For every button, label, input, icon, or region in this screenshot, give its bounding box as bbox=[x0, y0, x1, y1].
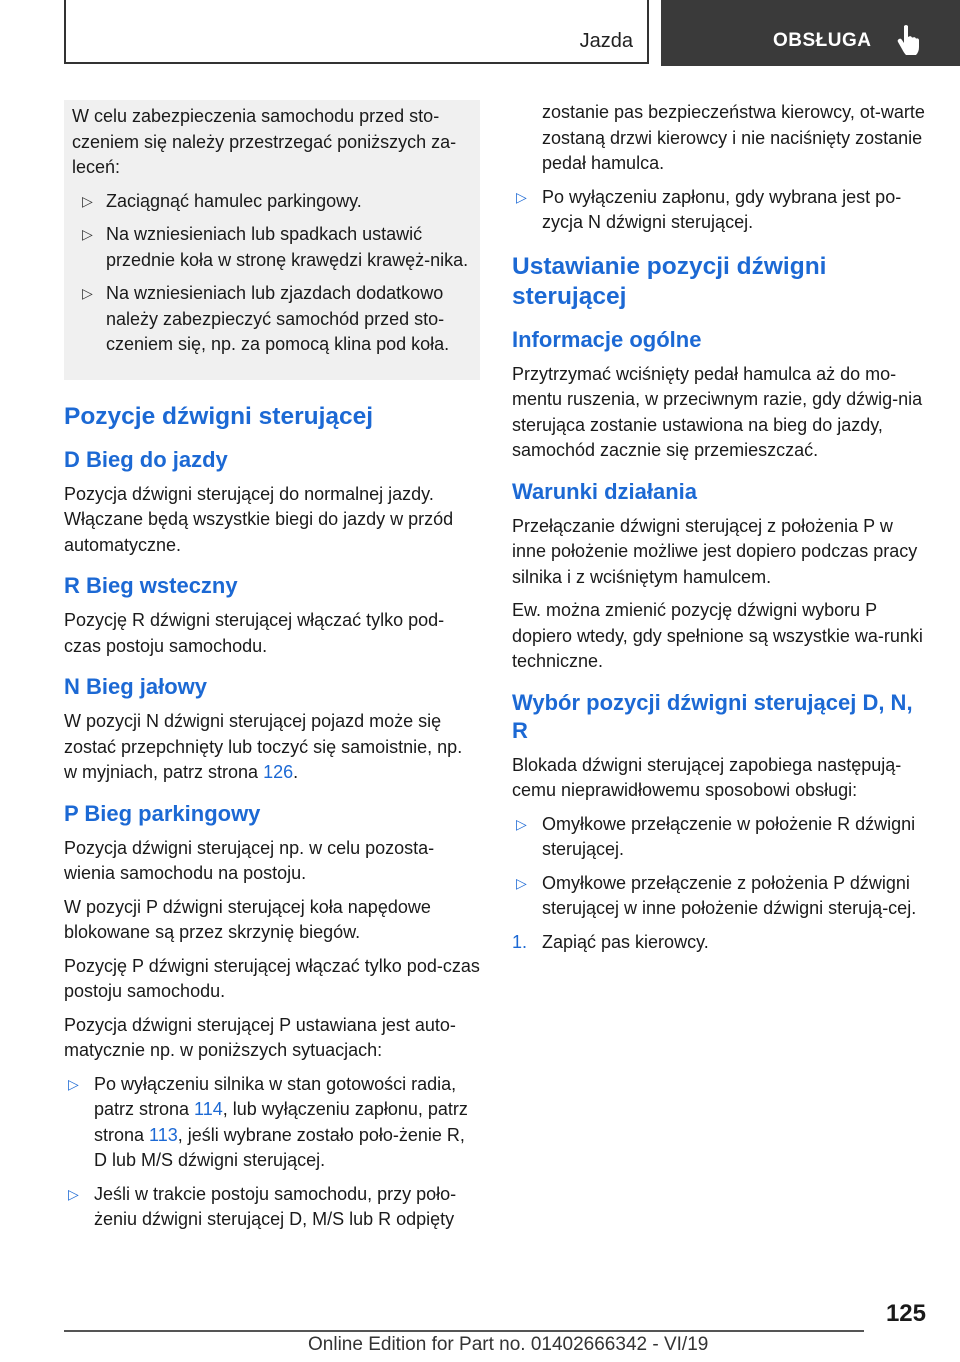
section-title: Jazda bbox=[579, 30, 633, 52]
p-text-1: Pozycja dźwigni sterującej np. w celu pozosta-wienia samochodu na postoju. bbox=[64, 837, 435, 883]
select-list bbox=[512, 812, 928, 922]
hand-pointer-icon bbox=[895, 24, 921, 56]
select-text: Blokada dźwigni sterującej zapobiega następują-cemu nieprawidłowemu sposobowi obsługi: bbox=[512, 754, 902, 800]
arrow-bullet-icon: ▷ bbox=[516, 188, 527, 205]
continued-text: zostanie pas bezpieczeństwa kierowcy, ot-warte zostaną drzwi kierowcy i nie naciśnięty zostanie pedał hamulca. bbox=[542, 102, 925, 173]
p-text-3: Pozycję P dźwigni sterującej włączać tylko pod-czas postoju samochodu. bbox=[64, 955, 480, 1001]
heading-d-drive: D Bieg do jazdy bbox=[64, 446, 228, 472]
heading-n-neutral: N Bieg jałowy bbox=[64, 674, 208, 699]
note-item: ▷ Zaciągnąć hamulec parkingowy. bbox=[72, 189, 472, 215]
arrow-bullet-icon: ▷ bbox=[82, 192, 93, 209]
conditions-text-1: Przełączanie dźwigni sterującej z położenia P w inne położenie możliwe jest dopiero podczas pracy silnika i z wciśniętym hamulcem. bbox=[512, 515, 918, 587]
heading-r-reverse: R Bieg wsteczny bbox=[64, 573, 238, 598]
page-number: 125 bbox=[885, 1300, 926, 1327]
step-item: 1. Zapiąć pas kierowcy. bbox=[512, 930, 928, 956]
note-item: ▷ Na wzniesieniach lub spadkach ustawić przednie koła w stronę krawędzi krawęż-nika. bbox=[82, 224, 469, 270]
page-link-113[interactable]: 113 bbox=[149, 1124, 178, 1145]
page-link-114[interactable]: 114 bbox=[194, 1099, 223, 1119]
arrow-bullet-icon: ▷ bbox=[82, 285, 93, 301]
note-list bbox=[72, 189, 472, 358]
r-text: Pozycję R dźwigni sterującej włączać tylko pod-czas postoju samochodu. bbox=[64, 610, 445, 656]
note-intro: W celu zabezpieczenia samochodu przed sto-czeniem się należy przestrzegać poniższych za-leceń: bbox=[72, 106, 457, 177]
auto-park-list-continued bbox=[512, 185, 928, 236]
arrow-bullet-icon: ▷ bbox=[82, 226, 93, 242]
arrow-bullet-icon: ▷ bbox=[516, 874, 527, 891]
info-text: Przytrzymać wciśnięty pedał hamulca aż do mo-mentu ruszenia, w przeciwnym razie, gdy dźwig-nia sterująca zostanie ustawiona na bieg do jazdy, samochód zacznie się przemieszczać. bbox=[512, 363, 923, 460]
d-text: Pozycja dźwigni sterującej do normalnej jazdy. Włączane będą wszystkie biegi do jazdy w przód automatyczne. bbox=[64, 483, 454, 555]
chapter-tab[interactable] bbox=[661, 0, 960, 66]
p-text-2: W pozycji P dźwigni sterującej koła napędowe blokowane są przez skrzynię biegów. bbox=[64, 896, 431, 942]
footer-divider bbox=[64, 1330, 864, 1332]
n-text: W pozycji N dźwigni sterującej pojazd może się zostać przepchnięty lub toczyć się samoistnie, np. w myjniach, patrz strona 126. bbox=[64, 711, 463, 782]
heading-setting: Ustawianie pozycji dźwigni sterującej bbox=[512, 252, 827, 310]
left-column bbox=[64, 100, 480, 1241]
list-item: ▷ Po wyłączeniu zapłonu, gdy wybrana jest po-zycja N dźwigni sterującej. bbox=[516, 186, 902, 232]
chapter-tab-label: OBSŁUGA bbox=[773, 30, 872, 51]
p-text-4: Pozycja dźwigni sterującej P ustawiana jest auto-matycznie np. w poniższych sytuacjach: bbox=[64, 1014, 456, 1060]
auto-park-list bbox=[64, 1072, 480, 1233]
arrow-bullet-icon: ▷ bbox=[68, 1185, 79, 1202]
step-number: 1. bbox=[512, 931, 528, 952]
arrow-bullet-icon: ▷ bbox=[516, 815, 527, 832]
list-item: ▷ Omyłkowe przełączenie w położenie R dźwigni sterującej. bbox=[516, 813, 916, 859]
note-item: ▷ Na wzniesieniach lub zjazdach dodatkowo należy zabezpieczyć samochód przed sto-czeniem się, np. za pomocą klina pod koła. bbox=[82, 283, 450, 354]
section-header-box bbox=[64, 0, 649, 64]
right-column bbox=[512, 100, 928, 963]
list-item: ▷ Omyłkowe przełączenie z położenia P dźwigni sterującej w inne położenie dźwigni sterują-cej. bbox=[516, 872, 917, 918]
heading-positions: Pozycje dźwigni sterującej bbox=[64, 402, 374, 430]
list-item: ▷ Jeśli w trakcie postoju samochodu, przy poło-żeniu dźwigni sterującej D, M/S lub R odpięty bbox=[68, 1183, 457, 1229]
list-item: ▷ Po wyłączeniu silnika w stan gotowości radia, patrz strona 114, lub wyłączeniu zapłonu, patrz strona 113, jeśli wybrane zostało poło-żenie R, D lub M/S dźwigni sterującej. bbox=[68, 1073, 468, 1170]
arrow-bullet-icon: ▷ bbox=[68, 1075, 79, 1092]
heading-conditions: Warunki działania bbox=[512, 478, 698, 504]
conditions-text-2: Ew. można zmienić pozycję dźwigni wyboru P dopiero wtedy, gdy spełnione są wszystkie wa-runki techniczne. bbox=[512, 600, 923, 671]
edition-footer: Online Edition for Part no. 01402666342 - VI/19 bbox=[308, 1334, 709, 1355]
heading-info: Informacje ogólne bbox=[512, 326, 702, 352]
page-header bbox=[0, 0, 960, 66]
note-box bbox=[64, 100, 480, 380]
page-link-126[interactable]: 126 bbox=[263, 762, 294, 782]
steps-list bbox=[512, 930, 928, 956]
heading-p-park: P Bieg parkingowy bbox=[64, 800, 261, 826]
heading-select: Wybór pozycji dźwigni sterującej D, N, R bbox=[512, 689, 913, 743]
